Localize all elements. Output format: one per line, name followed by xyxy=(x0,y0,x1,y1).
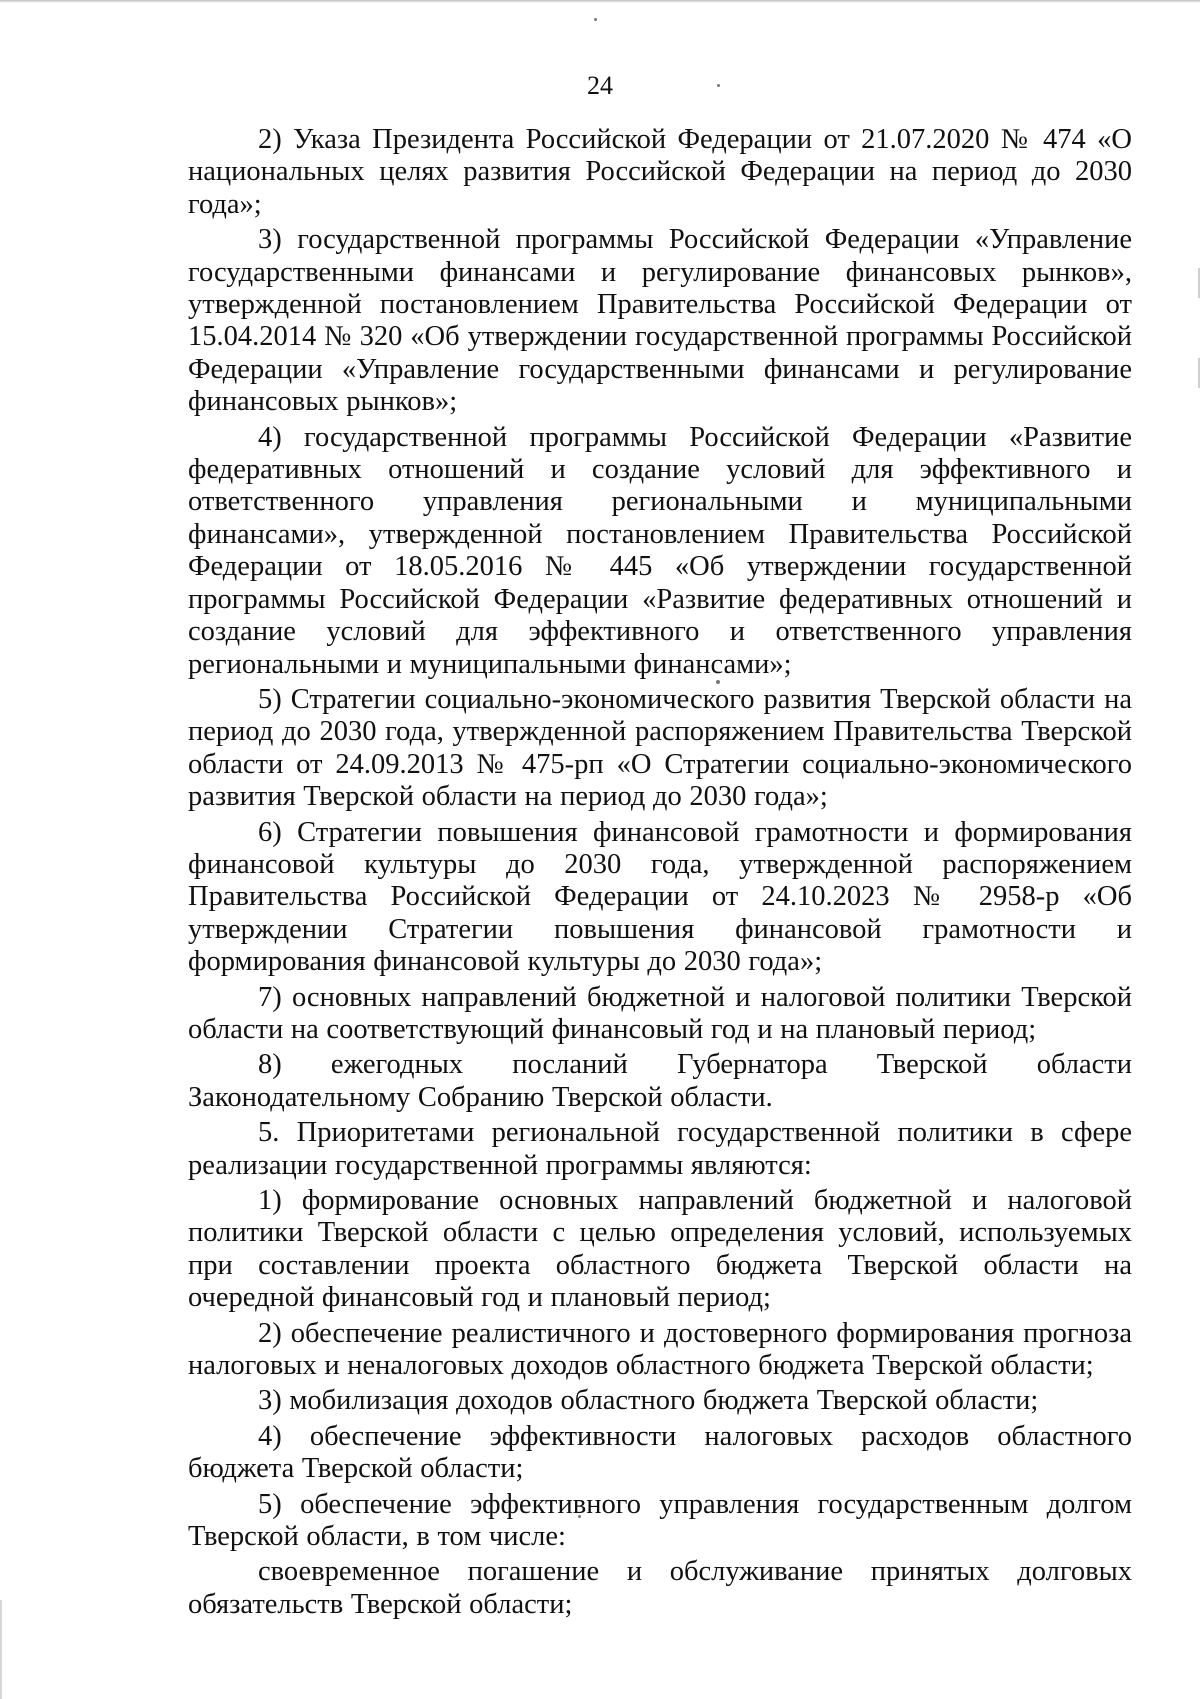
paragraph: 2) Указа Президента Российской Федерации от 21.07.2020 № 474 «О национальных целях развития Российской Федерации на период до 2030 года»; xyxy=(188,124,1132,220)
paragraph: 3) мобилизация доходов областного бюджета Тверской области; xyxy=(258,1385,1039,1417)
paragraph: 5. Приоритетами региональной государственной политики в сфере реализации государственной программы являются: xyxy=(188,1117,1132,1181)
paragraph: 5) Стратегии социально-экономического развития Тверской области на период до 2030 года, утвержденной распоряжением Правительства Тверской области от 24.09.2013 № 475-рп «О Стратегии социально-экономического развития Тверской области на период до 2030 года»; xyxy=(188,683,1132,813)
paragraph: своевременное погашение и обслуживание принятых долговых обязательств Тверской области; xyxy=(188,1556,1132,1620)
page-number: 24 xyxy=(587,71,613,100)
scan-top-edge xyxy=(0,0,1200,3)
paragraph: 6) Стратегии повышения финансовой грамотности и формирования финансовой культуры до 2030 года, утвержденной распоряжением Правительства Российской Федерации от 24.10.2023 № 2958-р «Об утверждении Стратегии повышения финансовой грамотности и формирования финансовой культуры до 2030 года»; xyxy=(188,816,1132,978)
paragraph: 8) ежегодных посланий Губернатора Тверской области Законодательному Собранию Тверской области. xyxy=(188,1049,1132,1113)
paragraph: 3) государственной программы Российской Федерации «Управление государственными финансами и регулирование финансовых рынков», утвержденной постановлением Правительства Российской Федерации от 15.04.2014 № 320 «Об утверждении государственной программы Российской Федерации «Управление государственными финансами и регулирование финансовых рынков»; xyxy=(188,224,1132,418)
paragraph: 1) формирование основных направлений бюджетной и налоговой политики Тверской области с целью определения условий, используемых при составлении проекта областного бюджета Тверской области на очередной финансовый год и плановый период; xyxy=(188,1185,1132,1314)
paragraph: 4) обеспечение эффективности налоговых расходов областного бюджета Тверской области; xyxy=(188,1420,1132,1485)
paragraph: 2) обеспечение реалистичного и достоверного формирования прогноза налоговых и неналоговых доходов областного бюджета Тверской области; xyxy=(188,1317,1132,1382)
scan-left-edge xyxy=(0,1600,2,1699)
scan-speck xyxy=(594,18,597,21)
document-body xyxy=(188,124,1132,1624)
paragraph: 4) государственной программы Российской Федерации «Развитие федеративных отношений и создание условий для эффективного и ответственного управления региональными и муниципальными финансами», утвержденной постановлением Правительства Российской Федерации от 18.05.2016 № 445 «Об утверждении государственной программы Российской Федерации «Развитие федеративных отношений и создание условий для эффективного и ответственного управления региональными и муниципальными финансами»; xyxy=(188,421,1132,680)
paragraph: 5) обеспечение эффективного управления государственным долгом Тверской области, в том числе: xyxy=(188,1488,1132,1553)
paragraph: 7) основных направлений бюджетной и налоговой политики Тверской области на соответствующий финансовый год и на плановый период; xyxy=(188,981,1132,1045)
